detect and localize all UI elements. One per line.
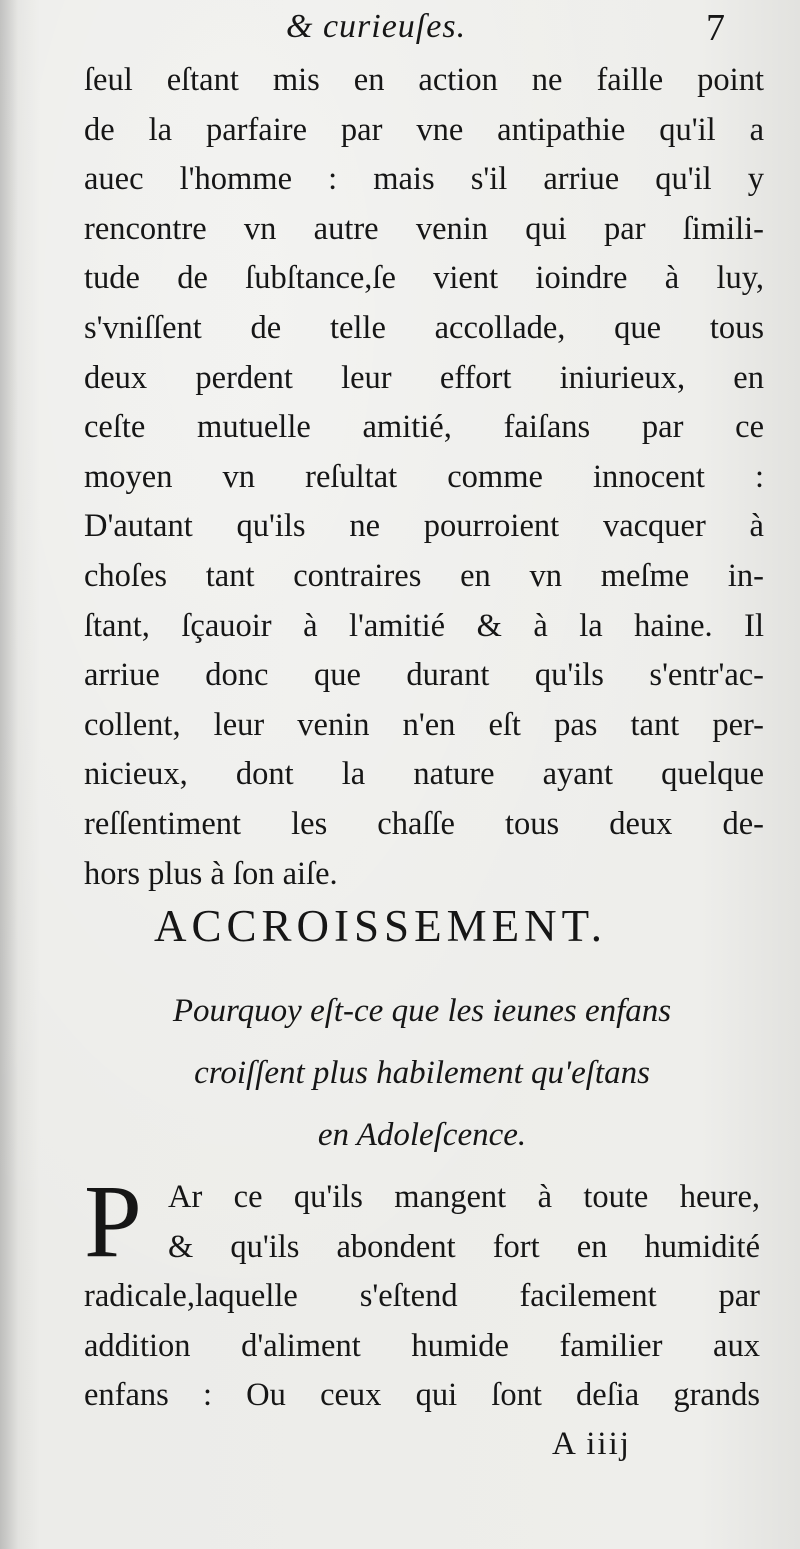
question-line: Pourquoy eſt-ce que les ieunes enfans [172, 993, 672, 1029]
text-line: collent, leur venin n'en eſt pas tant per- [84, 706, 764, 743]
question-heading [84, 980, 760, 1166]
text-line: addition d'aliment humide familier aux [84, 1327, 760, 1364]
text-line: arriue donc que durant qu'ils s'entr'ac- [84, 657, 764, 694]
page-header [0, 2, 800, 54]
drop-cap: P [84, 1164, 142, 1279]
text-line: D'autant qu'ils ne pourroient vacquer à [84, 508, 764, 545]
question-line: en Adoleſcence. [317, 1117, 527, 1153]
section-heading: ACCROISSEMENT. [154, 901, 607, 951]
text-line: choſes tant contraires en vn meſme in- [84, 557, 764, 594]
text-line: Ar ce qu'ils mangent à toute heure, [168, 1179, 760, 1215]
text-line: nicieux, dont la nature ayant quelque [84, 756, 764, 793]
text-line: rencontre vn autre venin qui par ſimili- [84, 210, 764, 247]
answer-paragraph [84, 1164, 760, 1420]
body-paragraph [84, 56, 764, 899]
page-number: 7 [706, 7, 725, 49]
signature-mark: A iiij [552, 1426, 631, 1462]
page-gutter-shadow [0, 0, 18, 1549]
running-head: & curieuſes. [286, 8, 467, 45]
text-line: radicale,laquelle s'eſtend facilement par [84, 1278, 760, 1315]
text-line: deux perdent leur effort iniurieux, en [84, 359, 764, 396]
text-line: s'vniſſent de telle accollade, que tous [84, 309, 764, 346]
text-line: reſſentiment les chaſſe tous deux de- [84, 805, 764, 842]
text-line: auec l'homme : mais s'il arriue qu'il y [84, 161, 764, 198]
text-line: & qu'ils abondent fort en humidité [168, 1228, 760, 1265]
text-line: tude de ſubſtance,ſe vient ioindre à luy, [84, 260, 764, 297]
text-line: ſeul eſtant mis en action ne faille point [84, 62, 764, 98]
text-line: hors plus à ſon aiſe. [84, 855, 338, 892]
text-line: moyen vn reſultat comme innocent : [84, 458, 764, 495]
text-line: de la parfaire par vne antipathie qu'il a [84, 111, 764, 148]
text-line: ceſte mutuelle amitié, faiſans par ce [84, 409, 764, 446]
text-line: ſtant, ſçauoir à l'amitié & à la haine. Il [84, 607, 764, 644]
text-line: enfans : Ou ceux qui ſont deſia grands [84, 1377, 760, 1414]
question-line: croiſſent plus habilement qu'eſtans [194, 1055, 650, 1091]
